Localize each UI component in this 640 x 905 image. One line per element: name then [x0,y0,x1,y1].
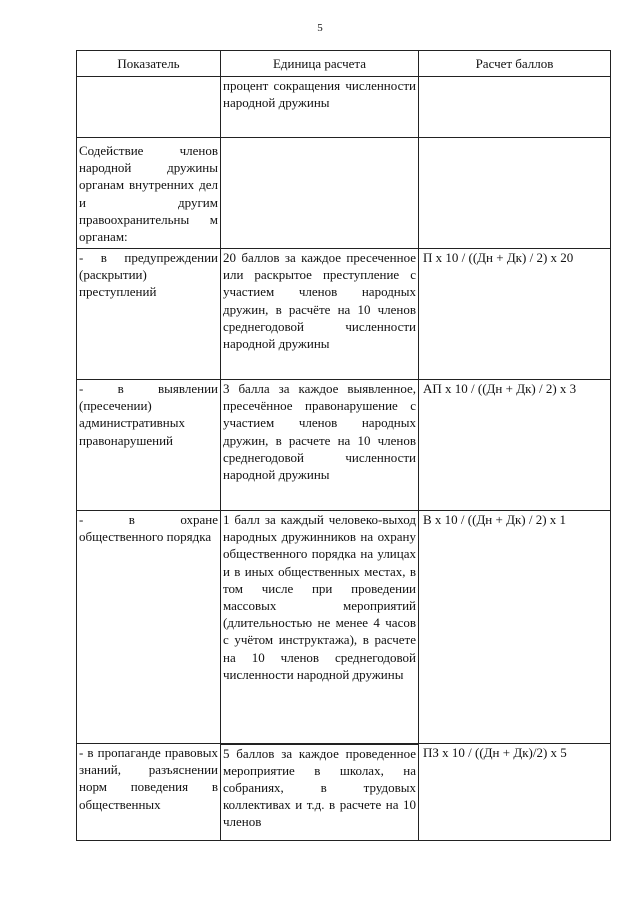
column-header-indicator: Показатель [77,51,221,77]
indicator-cell: - в предупреждении (раскрытии) преступлений [77,249,221,380]
unit-cell: 3 балла за каждое выявленное, пресечённое правонарушение с участием членов народных дружин, в расчете на 10 членов среднегодовой численности народной дружины [221,380,419,511]
formula-cell: ПЗ х 10 / ((Дн + Дк)/2) х 5 [419,744,611,841]
unit-cell: 20 баллов за каждое пресеченное или раскрытое преступление с участием членов народных дружин, в расчёте на 10 членов среднегодовой численности народной дружины [221,249,419,380]
table-row [77,380,611,511]
column-header-formula: Расчет баллов [419,51,611,77]
formula-cell [419,138,611,249]
unit-cell: 1 балл за каждый человеко-выход народных дружинников на охрану общественного порядка на улицах и в иных общественных местах, в том числе при проведении массовых мероприятий (длительностью не менее 4 часов с учётом инструктажа), в расчете на 10 членов среднегодовой численности народной дружины [221,511,419,744]
indicator-cell: Содействие членов народной дружины органам внутренних дел и другим правоохранительны м органам: [77,138,221,249]
formula-cell: АП х 10 / ((Дн + Дк) / 2) х 3 [419,380,611,511]
scoring-table [76,50,611,841]
unit-cell: 5 баллов за каждое проведенное мероприятие в школах, на собраниях, в трудовых коллективах и т.д. в расчете на 10 членов [221,744,419,841]
table-row [77,249,611,380]
table-row [77,744,611,841]
unit-cell [221,138,419,249]
formula-cell: В х 10 / ((Дн + Дк) / 2) х 1 [419,511,611,744]
indicator-cell: - в охране общественного порядка [77,511,221,744]
table-header-row [77,51,611,77]
indicator-cell [77,77,221,138]
table-row [77,77,611,138]
indicator-cell: - в выявлении (пресечении) административных правонарушений [77,380,221,511]
indicator-cell: - в пропаганде правовых знаний, разъяснении норм поведения в общественных [77,744,221,841]
table-row [77,511,611,744]
unit-cell: процент сокращения численности народной дружины [221,77,419,138]
column-header-unit: Единица расчета [221,51,419,77]
table-row [77,138,611,249]
page-number: 5 [317,22,323,34]
formula-cell: П х 10 / ((Дн + Дк) / 2) х 20 [419,249,611,380]
formula-cell [419,77,611,138]
